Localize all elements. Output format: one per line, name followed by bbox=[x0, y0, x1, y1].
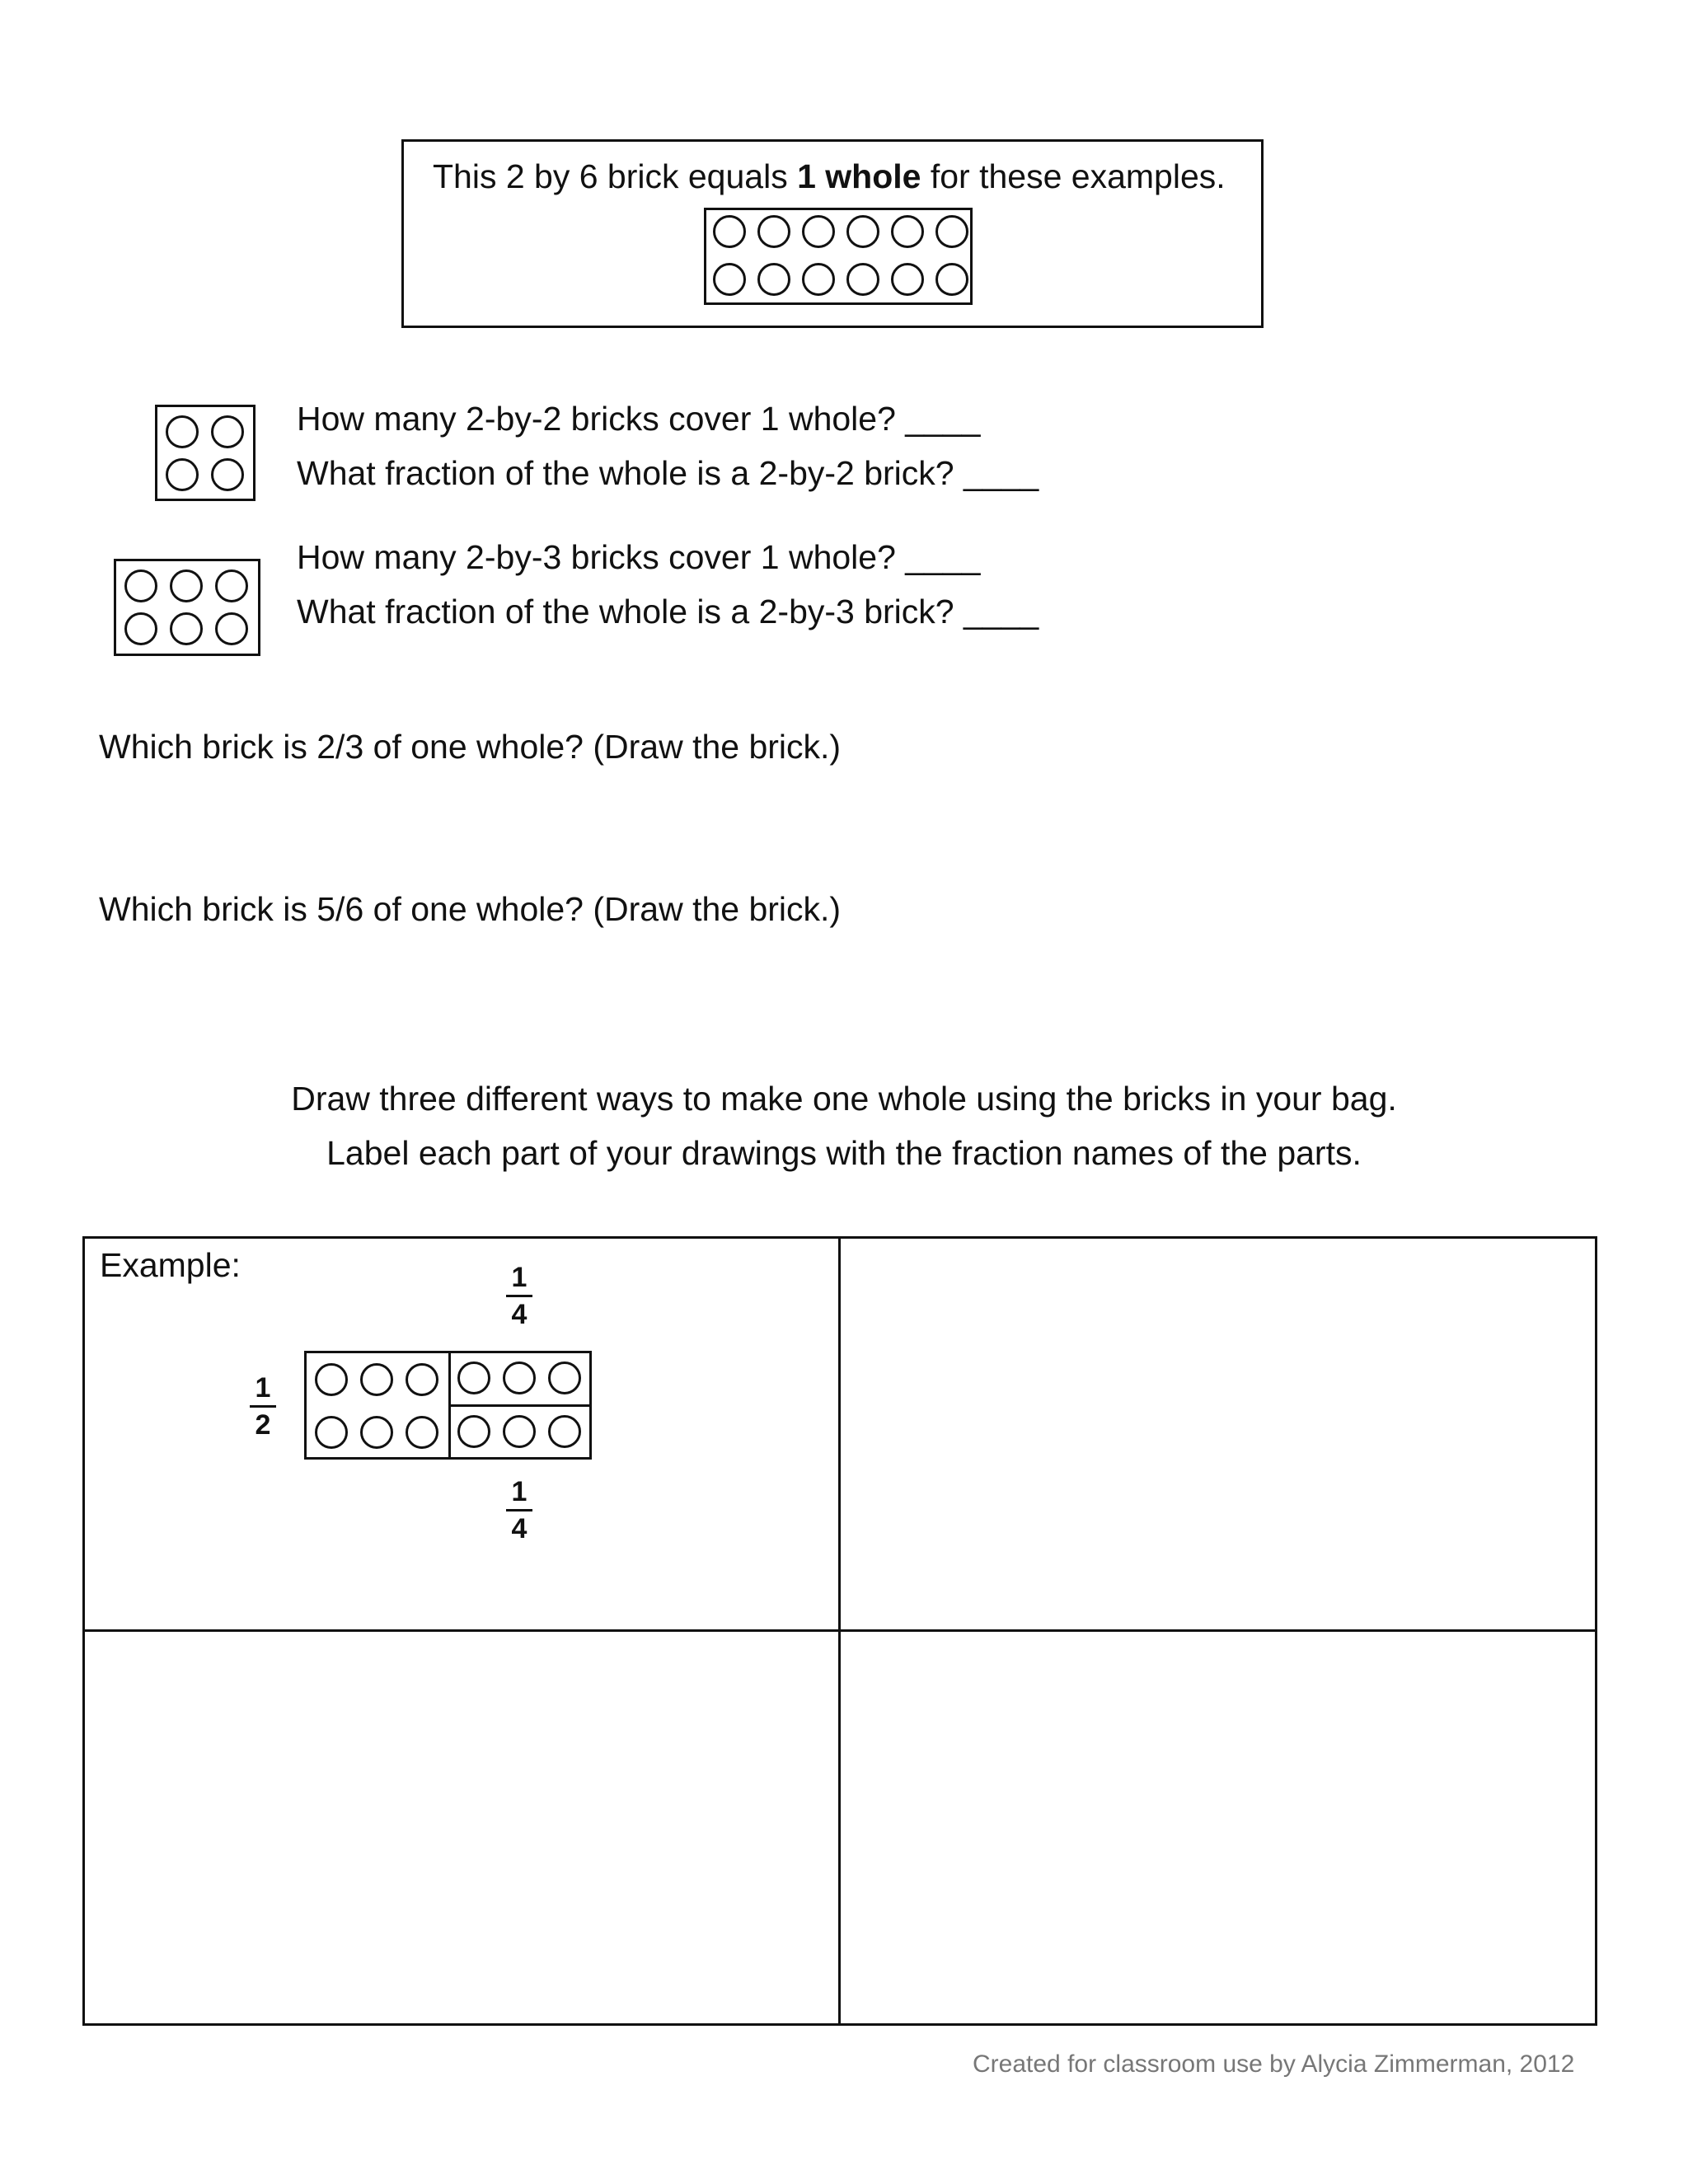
brick-2x2 bbox=[155, 405, 256, 501]
fraction-top bbox=[503, 1263, 536, 1329]
question-2x2-count: How many 2-by-2 bricks cover 1 whole? ____ bbox=[297, 400, 981, 438]
header-text-pre: This 2 by 6 brick equals bbox=[433, 157, 798, 195]
question-two-thirds: Which brick is 2/3 of one whole? (Draw the brick.) bbox=[99, 728, 842, 766]
whole-brick-2x6 bbox=[704, 208, 973, 305]
example-brick-quarter-bottom bbox=[448, 1404, 592, 1460]
header-box bbox=[401, 139, 1264, 328]
fraction-bottom bbox=[503, 1478, 536, 1543]
footer-credit: Created for classroom use by Alycia Zimmerman, 2012 bbox=[973, 2050, 1575, 2078]
question-2x3-fraction: What fraction of the whole is a 2-by-3 brick? ____ bbox=[297, 593, 1039, 630]
brick-2x3 bbox=[114, 559, 260, 656]
fraction-left-num: 1 bbox=[255, 1372, 271, 1404]
fraction-bottom-num: 1 bbox=[511, 1476, 528, 1507]
question-2x3-count: How many 2-by-3 bricks cover 1 whole? ____ bbox=[297, 538, 981, 576]
fraction-top-num: 1 bbox=[511, 1262, 528, 1293]
fraction-top-den: 4 bbox=[511, 1299, 528, 1330]
cell-drawing-1[interactable] bbox=[838, 1236, 1597, 1632]
header-text bbox=[433, 157, 1226, 195]
question-five-sixths: Which brick is 5/6 of one whole? (Draw the brick.) bbox=[99, 890, 842, 928]
cell-drawing-3[interactable] bbox=[838, 1629, 1597, 2026]
example-brick-half bbox=[304, 1351, 451, 1460]
instruction-line-2: Label each part of your drawings with the fraction names of the parts. bbox=[326, 1134, 1362, 1172]
cell-example bbox=[82, 1236, 841, 1632]
fraction-left-den: 2 bbox=[255, 1409, 271, 1441]
question-2x2-fraction: What fraction of the whole is a 2-by-2 brick? ____ bbox=[297, 454, 1039, 492]
fraction-left bbox=[246, 1374, 279, 1439]
instruction-line-1: Draw three different ways to make one whole using the bricks in your bag. bbox=[291, 1080, 1397, 1118]
example-brick-quarter-top bbox=[448, 1351, 592, 1407]
cell-drawing-2[interactable] bbox=[82, 1629, 841, 2026]
example-label: Example: bbox=[100, 1246, 241, 1284]
header-text-bold: 1 whole bbox=[797, 157, 921, 195]
header-text-post: for these examples. bbox=[921, 157, 1226, 195]
fraction-bottom-den: 4 bbox=[511, 1513, 528, 1544]
